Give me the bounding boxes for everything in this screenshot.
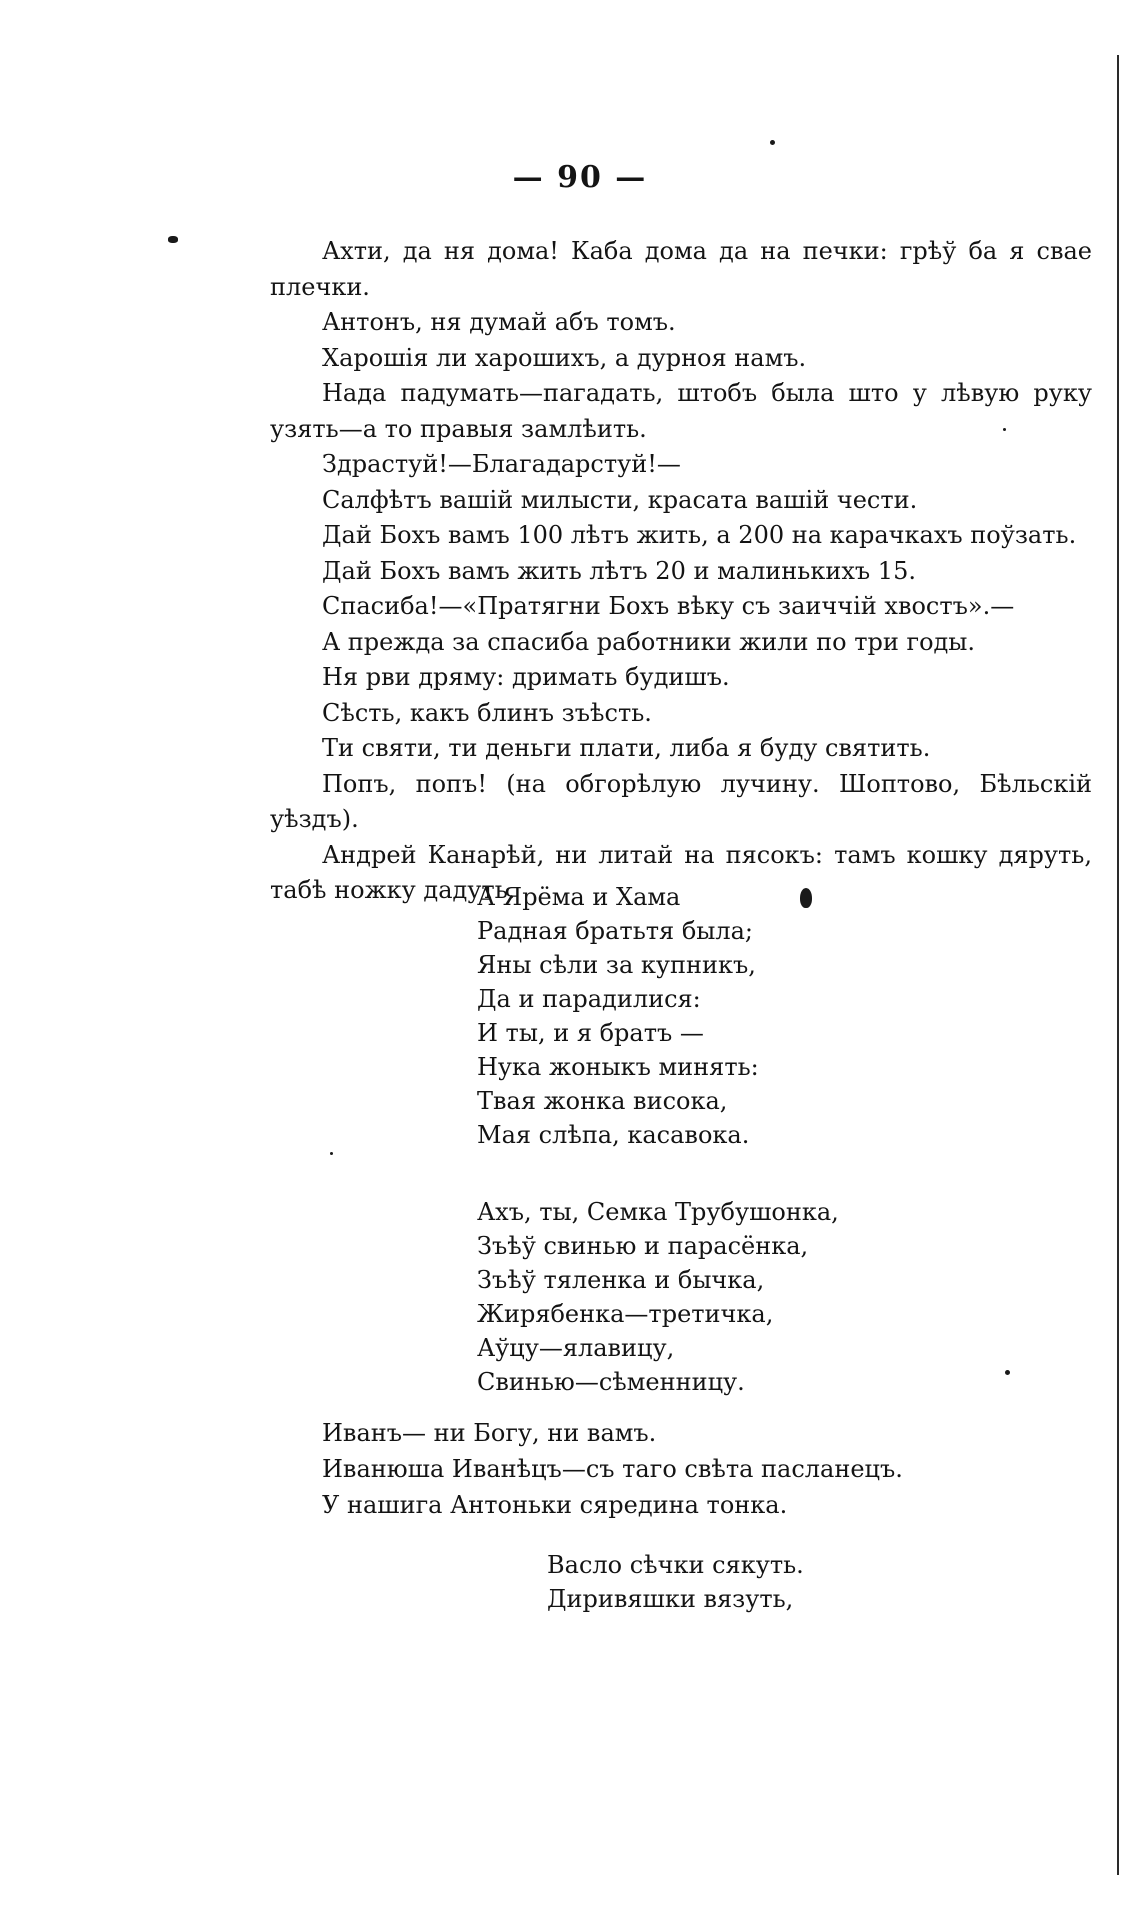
proverb-line: Спасиба!—«Пратягни Бохъ вѣку съ заиччій хвостъ».— (322, 592, 1015, 620)
verse-semka (477, 1195, 839, 1399)
closing-proverbs (322, 1415, 903, 1523)
ink-speck (168, 236, 178, 243)
proverb-line: Попъ, попъ! (на обгорѣлую лучину. Шоптово, Бѣльскій уѣздъ). (270, 769, 1092, 833)
verse-line: Зъѣў свинью и парасёнка, (477, 1232, 809, 1260)
proverb-line: Иванъ— ни Богу, ни вамъ. (322, 1419, 657, 1447)
proverb-line: Дай Бохъ вамъ жить лѣтъ 20 и малинькихъ 15. (322, 556, 916, 585)
ink-blot (800, 888, 812, 908)
verse-line: Жирябенка—третичка, (477, 1300, 774, 1328)
verse-line: Васло сѣчки сякуть. (547, 1551, 804, 1579)
proverb-line: Сѣсть, какъ блинъ зъѣсть. (322, 698, 652, 727)
ink-speck (330, 1152, 333, 1155)
proverb-line: А прежда за спасиба работники жили по три годы. (322, 627, 976, 656)
verse-sechki (547, 1548, 804, 1616)
verse-line: А Ярёма и Хама (477, 883, 681, 911)
verse-line: Зъѣў тяленка и бычка, (477, 1266, 765, 1294)
proverb-line: У нашига Антоньки сяредина тонка. (322, 1491, 788, 1519)
verse-line: Мая слѣпа, касавока. (477, 1121, 750, 1149)
verse-line: Ахъ, ты, Семка Трубушонка, (477, 1198, 839, 1226)
proverb-line: Дай Бохъ вамъ 100 лѣтъ жить, а 200 на карачкахъ поўзать. (322, 521, 1077, 549)
proverbs-prose (270, 234, 1092, 909)
verse-line: Диривяшки вязуть, (547, 1585, 794, 1613)
proverb-line: Салфѣтъ вашій милысти, красата вашій чести. (322, 485, 918, 514)
verse-line: Твая жонка висока, (477, 1087, 728, 1115)
ink-speck (1005, 1370, 1010, 1375)
proverb-line: Иванюша Иванѣцъ—съ таго свѣта пасланецъ. (322, 1455, 903, 1483)
verse-yaryoma-khama (477, 880, 759, 1152)
page-number: — 90 — (512, 160, 648, 195)
proverb-line: Ти святи, ти деньги плати, либа я буду святить. (322, 734, 931, 762)
verse-line: Да и парадилися: (477, 985, 701, 1013)
ink-speck (1003, 428, 1006, 431)
page-edge-line (1117, 55, 1119, 1875)
ink-speck (770, 140, 775, 145)
verse-line: Аўцу—ялавицу, (477, 1334, 675, 1362)
proverb-line: Нада падумать—пагадать, штобъ была што у лѣвую руку узять—а то правыя замлѣить. (270, 379, 1092, 443)
proverb-line: Харошія ли харошихъ, а дурноя намъ. (322, 343, 807, 372)
proverb-line: Андрей Канарѣй, ни литай на пясокъ: тамъ кошку дяруть, табѣ ножку дадуть. (270, 840, 1092, 904)
proverb-line: Ахти, да ня дома! Каба дома да на печки: грѣў ба я свае плечки. (270, 237, 1092, 301)
verse-line: Нука жоныкъ минять: (477, 1053, 759, 1081)
verse-line: Свинью—сѣменницу. (477, 1368, 745, 1396)
verse-line: Яны сѣли за купникъ, (477, 951, 756, 979)
proverb-line: Ня рви дряму: дримать будишъ. (322, 663, 730, 691)
verse-line: И ты, и я братъ — (477, 1019, 704, 1047)
proverb-line: Здрастуй!—Благадарстуй!— (322, 450, 681, 478)
verse-line: Радная братьтя была; (477, 917, 754, 945)
proverb-line: Антонъ, ня думай абъ томъ. (322, 308, 676, 336)
